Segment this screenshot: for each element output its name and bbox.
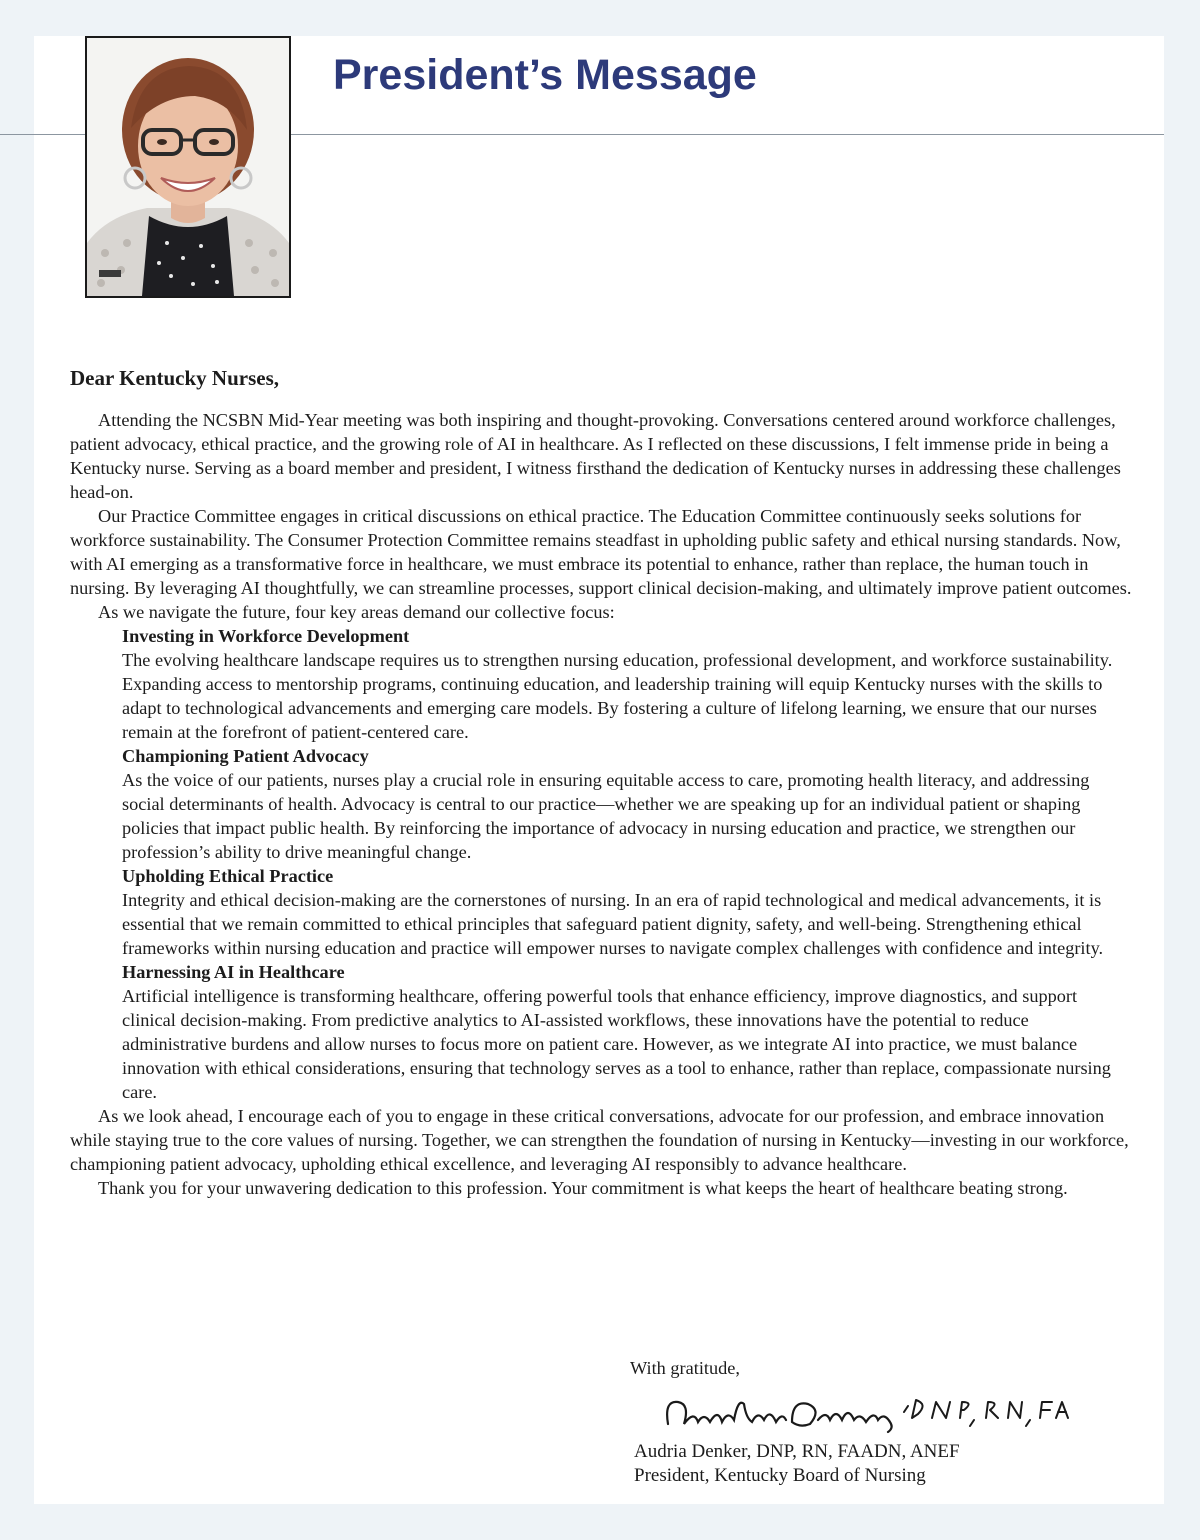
paragraph-3: As we navigate the future, four key areas demand our collective focus:: [98, 602, 615, 622]
valediction: With gratitude,: [630, 1358, 740, 1378]
focus-area-heading: Investing in Workforce Development: [122, 626, 410, 646]
page-title: President’s Message: [333, 51, 757, 99]
paragraph-2: Our Practice Committee engages in critical discussions on ethical practice. The Education Committee continuously seeks solutions for workforce sustainability. The Consumer Protection Committee remains steadfast in upholding public safety and ethical nursing standards. Now, with AI emerging as a transformative force in healthcare, we must embrace its potential to enhance, rather than replace, the human touch in nursing. By leveraging AI thoughtfully, we can streamline processes, support clinical decision-making, and ultimately improve patient outcomes.: [70, 506, 1132, 598]
focus-area-body: Artificial intelligence is transforming healthcare, offering powerful tools that enhance efficiency, improve diagnostics, and support clinical decision-making. From predictive analytics to AI-assisted workflows, these innovations have the potential to reduce administrative burdens and allow nurses to focus more on patient care. However, as we integrate AI into practice, we must balance innovation with ethical considerations, ensuring that technology serves as a tool to enhance, rather than replace, compassionate nursing care.: [122, 986, 1111, 1102]
focus-area-ai: [122, 960, 1132, 1104]
letter-body: [70, 364, 1132, 1200]
focus-area-workforce: [122, 624, 1132, 744]
paragraph-4: As we look ahead, I encourage each of you to engage in these critical conversations, advocate for our profession, and embrace innovation while staying true to the core values of nursing. Together, we can strengthen the foundation of nursing in Kentucky—investing in our workforce, championing patient advocacy, upholding ethical excellence, and leveraging AI responsibly to advance healthcare.: [70, 1106, 1129, 1174]
handwritten-signature: [660, 1390, 1080, 1436]
signer-title: President, Kentucky Board of Nursing: [634, 1465, 926, 1486]
paragraph-5: Thank you for your unwavering dedication to this profession. Your commitment is what keeps the heart of healthcare beating strong.: [98, 1178, 1068, 1198]
signer-name: Audria Denker, DNP, RN, FAADN, ANEF: [634, 1441, 960, 1462]
president-portrait: [85, 36, 291, 298]
focus-area-heading: Harnessing AI in Healthcare: [122, 962, 345, 982]
salutation: Dear Kentucky Nurses,: [70, 366, 280, 390]
focus-area-heading: Championing Patient Advocacy: [122, 746, 369, 766]
paragraph-1: Attending the NCSBN Mid-Year meeting was both inspiring and thought-provoking. Conversations centered around workforce challenges, patient advocacy, ethical practice, and the growing role of AI in healthcare. As I reflected on these discussions, I felt immense pride in being a Kentucky nurse. Serving as a board member and president, I witness firsthand the dedication of Kentucky nurses in addressing these challenges head-on.: [70, 410, 1121, 502]
focus-area-body: The evolving healthcare landscape requires us to strengthen nursing education, professional development, and workforce sustainability. Expanding access to mentorship programs, continuing education, and leadership training will equip Kentucky nurses with the skills to adapt to technological advancements and emerging care models. By fostering a culture of lifelong learning, we ensure that our nurses remain at the forefront of patient-centered care.: [122, 650, 1113, 742]
focus-area-ethics: [122, 864, 1132, 960]
focus-area-body: Integrity and ethical decision-making are the cornerstones of nursing. In an era of rapid technological and medical advancements, it is essential that we remain committed to ethical principles that safeguard patient dignity, safety, and well-being. Strengthening ethical frameworks within nursing education and practice will empower nurses to navigate complex challenges with confidence and integrity.: [122, 890, 1104, 958]
focus-area-advocacy: [122, 744, 1132, 864]
focus-area-body: As the voice of our patients, nurses play a crucial role in ensuring equitable access to care, promoting health literacy, and addressing social determinants of health. Advocacy is central to our practice—whether we are speaking up for an individual patient or shaping policies that impact public health. By reinforcing the importance of advocacy in nursing education and practice, we strengthen our profession’s ability to drive meaningful change.: [122, 770, 1090, 862]
portrait-photo-icon: [87, 38, 289, 296]
focus-area-heading: Upholding Ethical Practice: [122, 866, 334, 886]
